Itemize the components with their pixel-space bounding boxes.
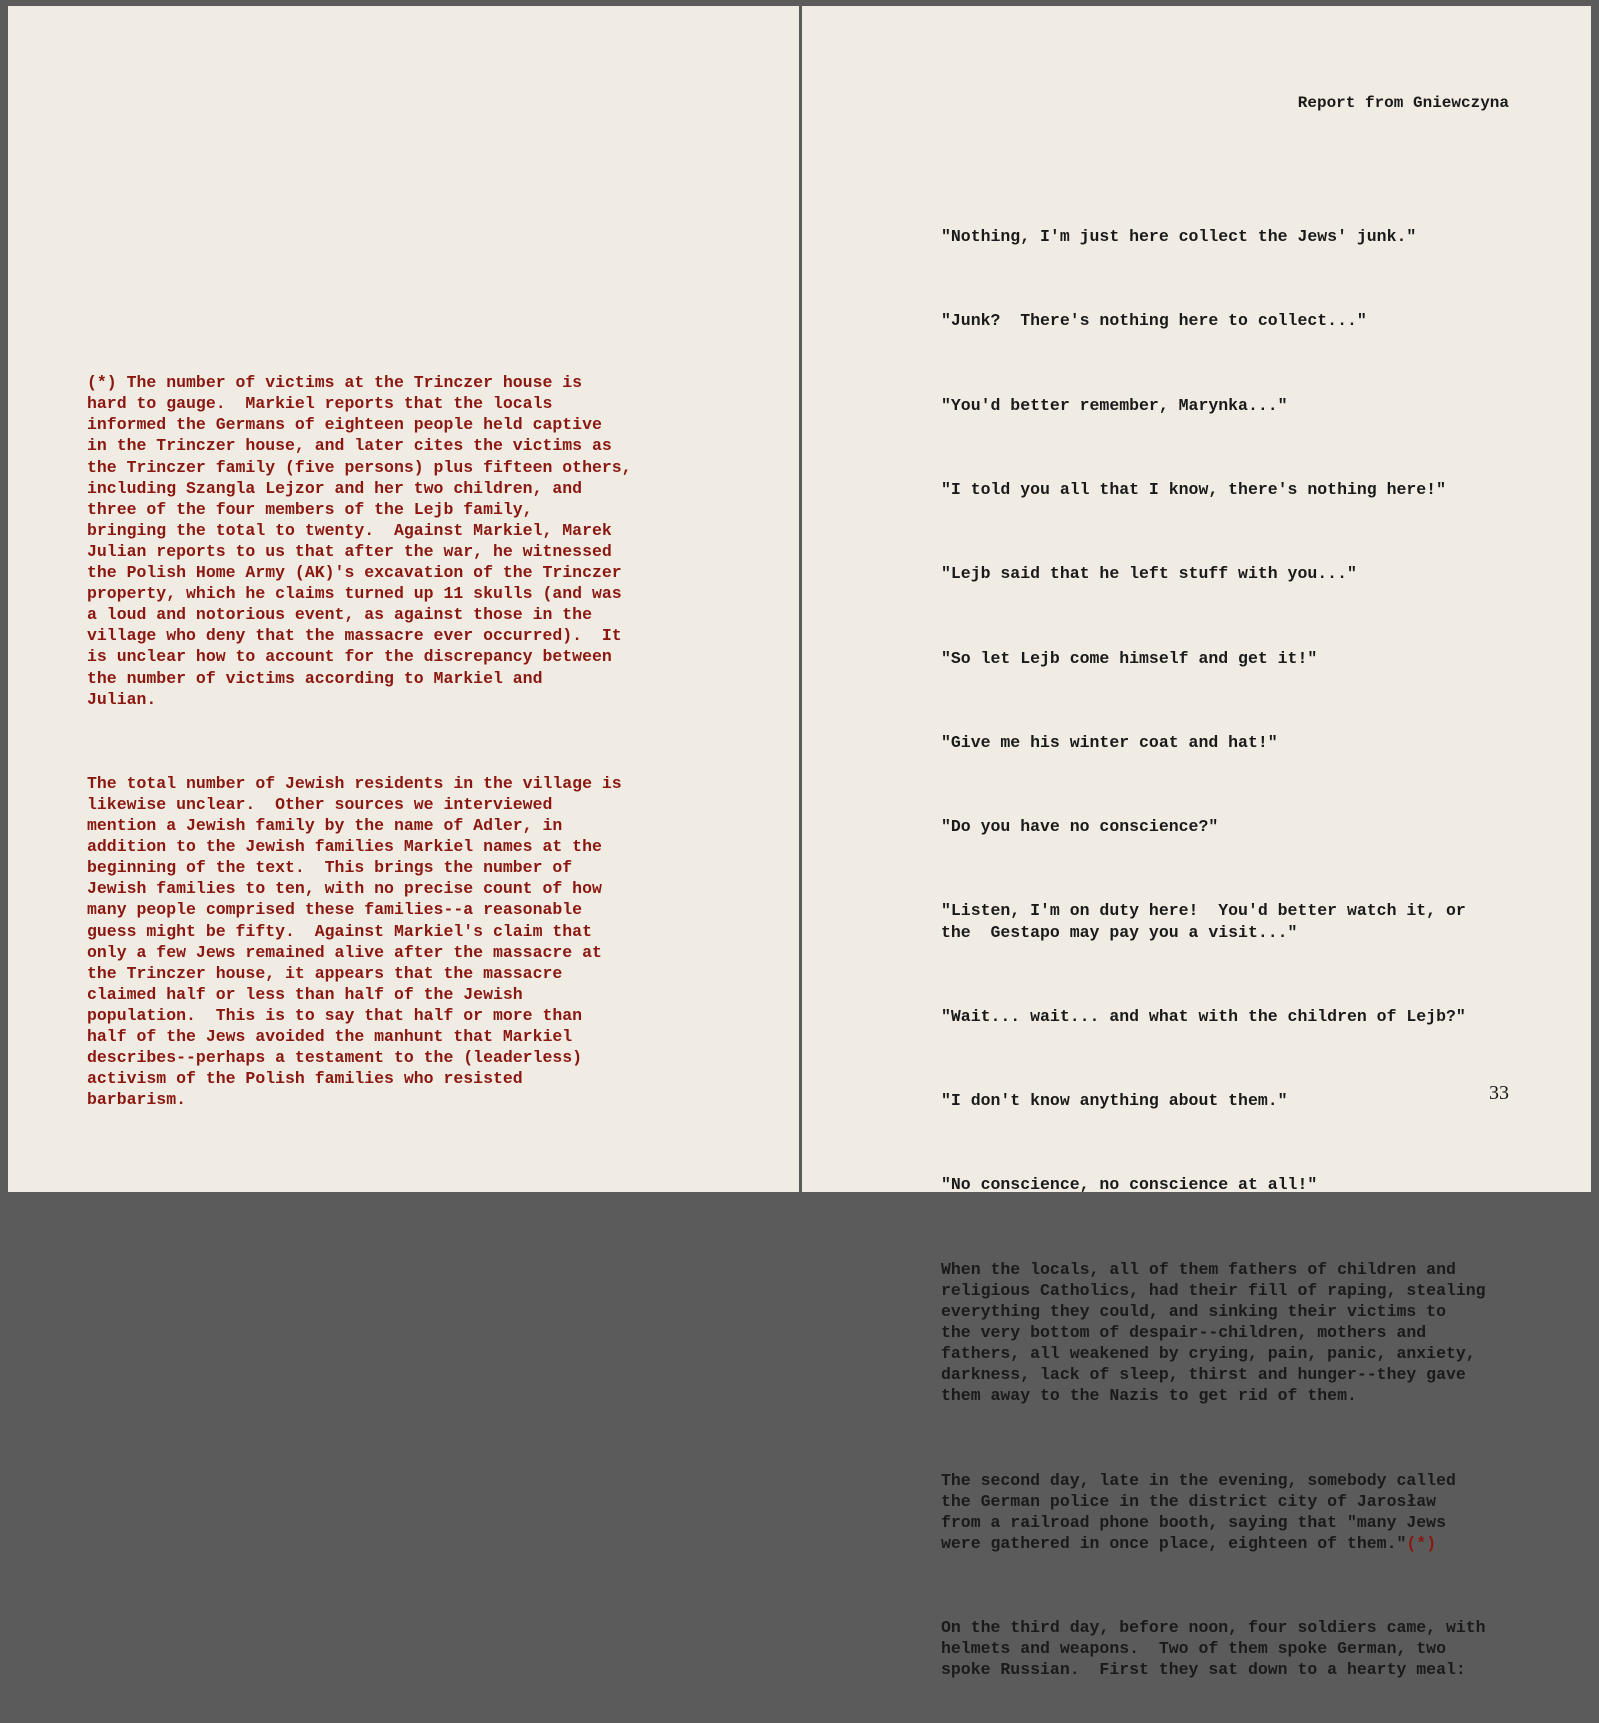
- dialogue-line: "Nothing, I'm just here collect the Jews' junk.": [941, 227, 1417, 247]
- footnote-marker: (*): [1406, 1533, 1437, 1553]
- dialogue-line: "You'd better remember, Marynka...": [941, 395, 1288, 415]
- narrative-paragraph-3: On the third day, before noon, four soldiers came, with helmets and weapons. Two of them spoke German, two spoke Russian. First they sat down to a hearty meal:: [941, 1618, 1486, 1680]
- page-number: 33: [1489, 1082, 1509, 1104]
- footnote-block: [87, 330, 632, 1153]
- footnote-paragraph-2: The total number of Jewish residents in the village is likewise unclear. Other sources we interviewed mention a Jewish family by the name of Adler, in addition to the Jewish families Markiel names at the beginning of the text. This brings the number of Jewish families to ten, with no precise count of how many people comprised these families--a reasonable guess might be fifty. Against Markiel's claim that only a few Jews remained alive after the massacre at the Trinczer house, it appears that the massacre claimed half or less than half of the Jewish population. This is to say that half or more than half of the Jews avoided the manhunt that Markiel describes--perhaps a testament to the (leaderless) activism of the Polish families who resisted barbarism.: [87, 773, 622, 1110]
- left-page: [8, 6, 799, 1192]
- dialogue-line: "I told you all that I know, there's nothing here!": [941, 480, 1446, 500]
- dialogue-line: "Listen, I'm on duty here! You'd better watch it, or the Gestapo may pay you a visit...": [941, 901, 1466, 942]
- narrative-paragraph-1: When the locals, all of them fathers of children and religious Catholics, had their fill of raping, stealing everything they could, and sinking their victims to the very bottom of despair--children, mothers and fathers, all weakened by crying, pain, panic, anxiety, darkness, lack of sleep, thirst and hunger--they gave them away to the Nazis to get rid of them.: [941, 1259, 1486, 1406]
- dialogue-line: "Junk? There's nothing here to collect...": [941, 311, 1367, 331]
- dialogue-line: "Lejb said that he left stuff with you...": [941, 564, 1357, 584]
- dialogue-line: "I don't know anything about them.": [941, 1091, 1288, 1111]
- dialogue-line: "So let Lejb come himself and get it!": [941, 648, 1318, 668]
- narrative-paragraph-2-text: The second day, late in the evening, somebody called the German police in the district city of Jarosław from a railroad phone booth, saying that "many Jews were gathered in once place, eighteen of them.": [941, 1470, 1456, 1553]
- right-page: [802, 6, 1591, 1680]
- dialogue-line: "Wait... wait... and what with the children of Lejb?": [941, 1006, 1466, 1026]
- dialogue-line: "Give me his winter coat and hat!": [941, 732, 1278, 752]
- dialogue-line: "Do you have no conscience?": [941, 817, 1219, 837]
- dialogue-line: "No conscience, no conscience at all!": [941, 1175, 1318, 1195]
- footnote-paragraph-1: (*) The number of victims at the Trinczer house is hard to gauge. Markiel reports that the locals informed the Germans of eighteen people held captive in the Trinczer house, and later cites the victims as the Trinczer family (five persons) plus fifteen others, including Szangla Lejzor and her two children, and three of the four members of the Lejb family, bringing the total to twenty. Against Markiel, Marek Julian reports to us that after the war, he witnessed the Polish Home Army (AK)'s excavation of the Trinczer property, which he claims turned up 11 skulls (and was a loud and notorious event, as against those in the village who deny that the massacre ever occurred). It is unclear how to account for the discrepancy between the number of victims according to Markiel and Julian.: [87, 373, 632, 709]
- running-header: Report from Gniewczyna: [1297, 94, 1509, 112]
- narrative-paragraph-2: [941, 1470, 1486, 1554]
- main-text-block: [941, 184, 1486, 1723]
